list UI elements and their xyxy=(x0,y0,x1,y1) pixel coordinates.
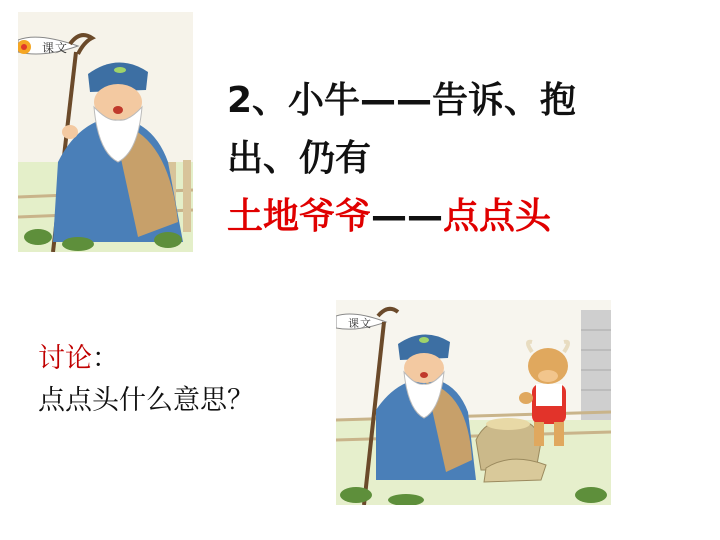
discussion-question: 点点头什么意思？ xyxy=(38,385,254,416)
lesson-badge-label: 课文 xyxy=(42,41,69,55)
discussion-colon: ： xyxy=(92,343,119,374)
lesson-line-3-dash: —— xyxy=(371,196,444,237)
grandpa-illustration xyxy=(18,12,193,252)
lesson-line-3-action: 点点头 xyxy=(443,196,552,237)
grandpa-calf-illustration xyxy=(336,300,611,505)
discussion-prompt xyxy=(38,338,254,422)
discussion-heading xyxy=(38,338,254,380)
lesson-line-1: 2、小牛——告诉、抱 xyxy=(227,80,577,121)
lesson-line-2: 出、仍有 xyxy=(227,138,372,179)
lesson-line-3-subject: 土地爷爷 xyxy=(227,196,372,237)
lesson-content xyxy=(227,72,697,246)
lesson-badge-label-small: 课文 xyxy=(348,317,372,330)
lesson-line-3 xyxy=(227,188,697,246)
discussion-label: 讨论 xyxy=(38,343,92,374)
grandpa-calf-drawing xyxy=(336,300,611,505)
